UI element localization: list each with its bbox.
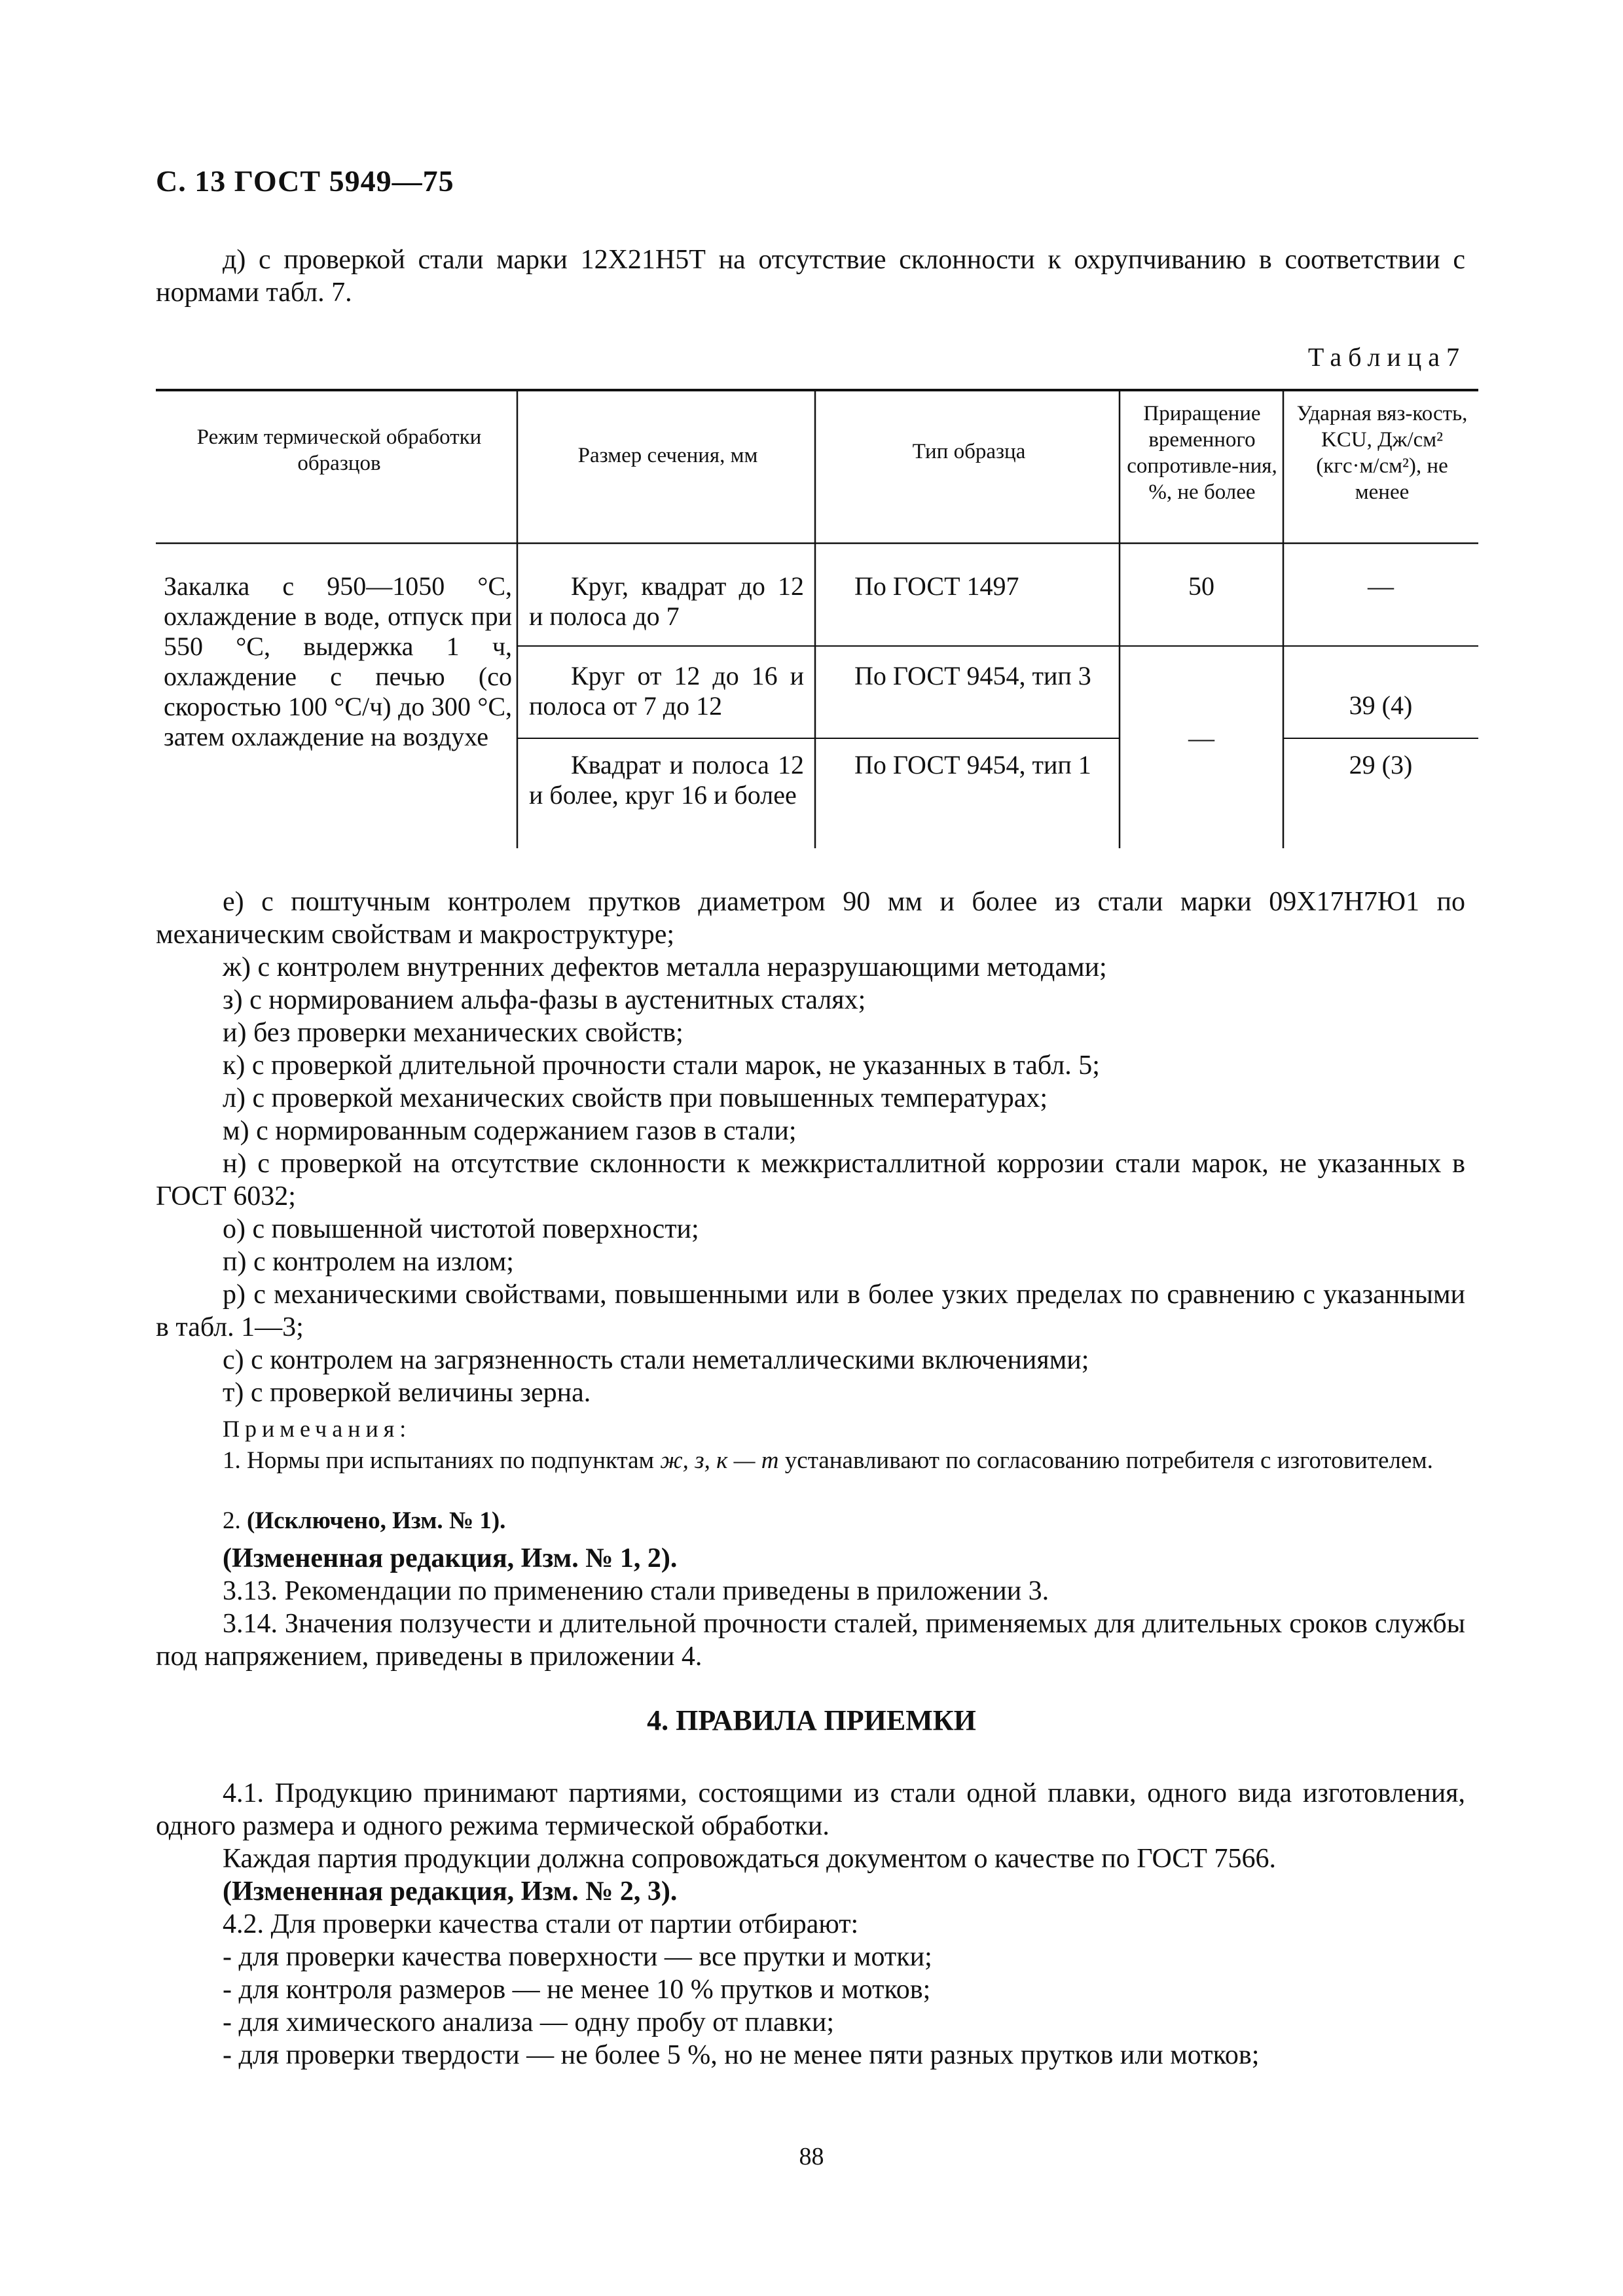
item-n: н) с проверкой на отсутствие склонности к межкристаллитной коррозии стали марок, не указанных в ГОСТ 6032; [156,1149,1465,1211]
table-row-2-impact: 39 (4) [1349,691,1413,720]
table-row-3-size: Квадрат и полоса 12 и более, круг 16 и более [529,750,804,810]
notes-title: Примечания: [223,1416,412,1442]
page-header: С. 13 ГОСТ 5949—75 [156,164,454,198]
paragraph-4-2: 4.2. Для проверки качества стали от партии отбирают: [223,1909,859,1939]
table-merged-increase: — [1188,723,1214,753]
note-1-italic: ж, з, к — т [660,1447,779,1474]
paragraph-4-1-b: Каждая партия продукции должна сопровождаться документом о качестве по ГОСТ 7566. [223,1844,1276,1874]
list-item: - для проверки твердости — не более 5 %, но не менее пяти разных прутков или мотков; [223,2040,1260,2070]
note-1: 1. Нормы при испытаниях по подпунктам ж, з, к — т устанавливают по согласованию потребителя с изготовителем. [223,1447,1433,1474]
item-i: и) без проверки механических свойств; [223,1018,684,1048]
item-t: т) с проверкой величины зерна. [223,1378,591,1408]
changed-edition-2: (Измененная редакция, Изм. № 2, 3). [223,1876,678,1907]
table-row-2-type: По ГОСТ 9454, тип 3 [854,661,1091,691]
table-caption: Таблица7 [1307,342,1466,372]
item-k: к) с проверкой длительной прочности стали марок, не указанных в табл. 5; [223,1050,1100,1081]
table-header-mode: Режим термической обработки образцов [196,425,482,475]
item-o: о) с повышенной чистотой поверхности; [223,1214,699,1244]
item-p: п) с контролем на излом; [223,1247,514,1277]
list-item: - для проверки качества поверхности — все прутки и мотки; [223,1942,932,1972]
paragraph-3-14: 3.14. Значения ползучести и длительной прочности сталей, применяемых для длительных сроков службы под напряжением, приведены в приложении 4. [156,1609,1465,1672]
item-z: з) с нормированием альфа-фазы в аустенитных сталях; [223,985,866,1015]
intro-paragraph: д) с проверкой стали марки 12Х21Н5Т на отсутствие склонности к охрупчиванию в соответствии с нормами табл. 7. [156,245,1465,308]
table-header-size: Размер сечения, мм [577,444,758,467]
table-row-2-size: Круг от 12 до 16 и полоса от 7 до 12 [529,661,804,721]
table-row-1-impact: — [1368,571,1394,601]
item-zh: ж) с контролем внутренних дефектов металла неразрушающими методами; [223,952,1107,982]
paragraph-3-13: 3.13. Рекомендации по применению стали приведены в приложении 3. [223,1576,1049,1606]
table-row-3-impact: 29 (3) [1349,750,1413,780]
note-2-bold: (Исключено, Изм. № 1). [247,1507,506,1534]
note-2: 2. (Исключено, Изм. № 1). [223,1507,506,1534]
table-cell-mode: Закалка с 950—1050 °С, охлаждение в воде, отпуск при 550 °С, выдержка 1 ч, охлаждение с печью (со скоростью 100 °С/ч) до 300 °С, затем охлаждение на воздухе [164,571,512,751]
paragraph-4-1: 4.1. Продукцию принимают партиями, состоящими из стали одной плавки, одного вида изготовления, одного размера и одного режима термической обработки. [156,1778,1465,1841]
table-row-3-type: По ГОСТ 9454, тип 1 [854,750,1091,780]
table-row-1-size: Круг, квадрат до 12 и полоса до 7 [529,571,804,631]
table-header-type: Тип образца [912,440,1026,463]
table-row-1-type: По ГОСТ 1497 [854,571,1019,601]
item-l: л) с проверкой механических свойств при повышенных температурах; [223,1083,1048,1113]
table-row-1-increase: 50 [1188,571,1214,601]
changed-edition-1: (Измененная редакция, Изм. № 1, 2). [223,1543,678,1573]
list-item: - для контроля размеров — не менее 10 % прутков и мотков; [223,1975,931,2005]
list-item: - для химического анализа — одну пробу от плавки; [223,2007,835,2037]
item-r: р) с механическими свойствами, повышенными или в более узких пределах по сравнению с указанными в табл. 1—3; [156,1280,1465,1342]
table-header-increase: Приращение временного сопротивле-ния, %, не более [1127,402,1277,504]
list-4-2 [223,1941,1259,2072]
item-e: е) с поштучным контролем прутков диаметром 90 мм и более из стали марки 09Х17Н7Ю1 по механическим свойствам и макроструктуре; [156,887,1465,950]
table-header-impact: Ударная вяз-кость, KCU, Дж/см² (кгс·м/см²), не менее [1296,402,1468,504]
page-number: 88 [799,2143,824,2170]
section-title-4: 4. ПРАВИЛА ПРИЕМКИ [647,1704,976,1736]
item-s: с) с контролем на загрязненность стали неметаллическими включениями; [223,1345,1089,1375]
item-m: м) с нормированным содержанием газов в стали; [223,1116,797,1146]
